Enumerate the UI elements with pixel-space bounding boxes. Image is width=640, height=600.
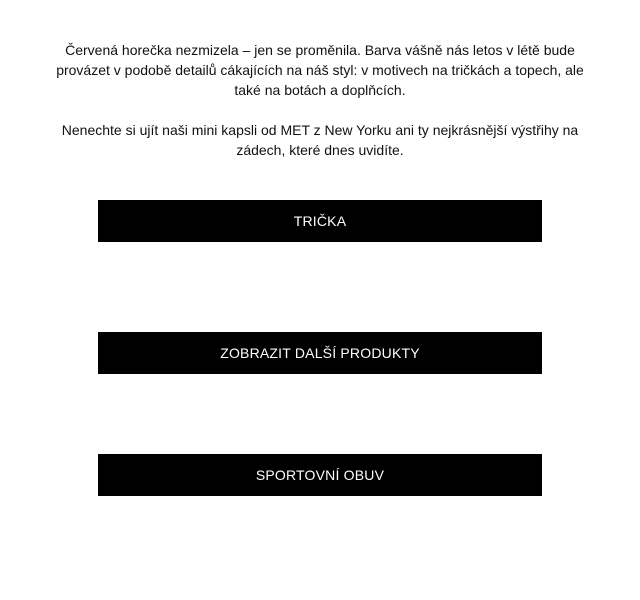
intro-paragraph-1: Červená horečka nezmizela – jen se proměnila. Barva vášně nás letos v létě bude provázet v podobě detailů cákajících na náš styl: v motivech na tričkách a topech, ale také na botách a doplňcích.: [56, 42, 584, 98]
intro-text: [50, 40, 590, 160]
sport-shoes-button[interactable]: SPORTOVNÍ OBUV: [98, 454, 542, 496]
tshirts-button[interactable]: TRIČKA: [98, 200, 542, 242]
intro-paragraph-2: Nenechte si ujít naši mini kapsli od MET z New Yorku ani ty nejkrásnější výstřihy na zádech, které dnes uvidíte.: [61, 122, 579, 158]
more-products-button[interactable]: ZOBRAZIT DALŠÍ PRODUKTY: [98, 332, 542, 374]
